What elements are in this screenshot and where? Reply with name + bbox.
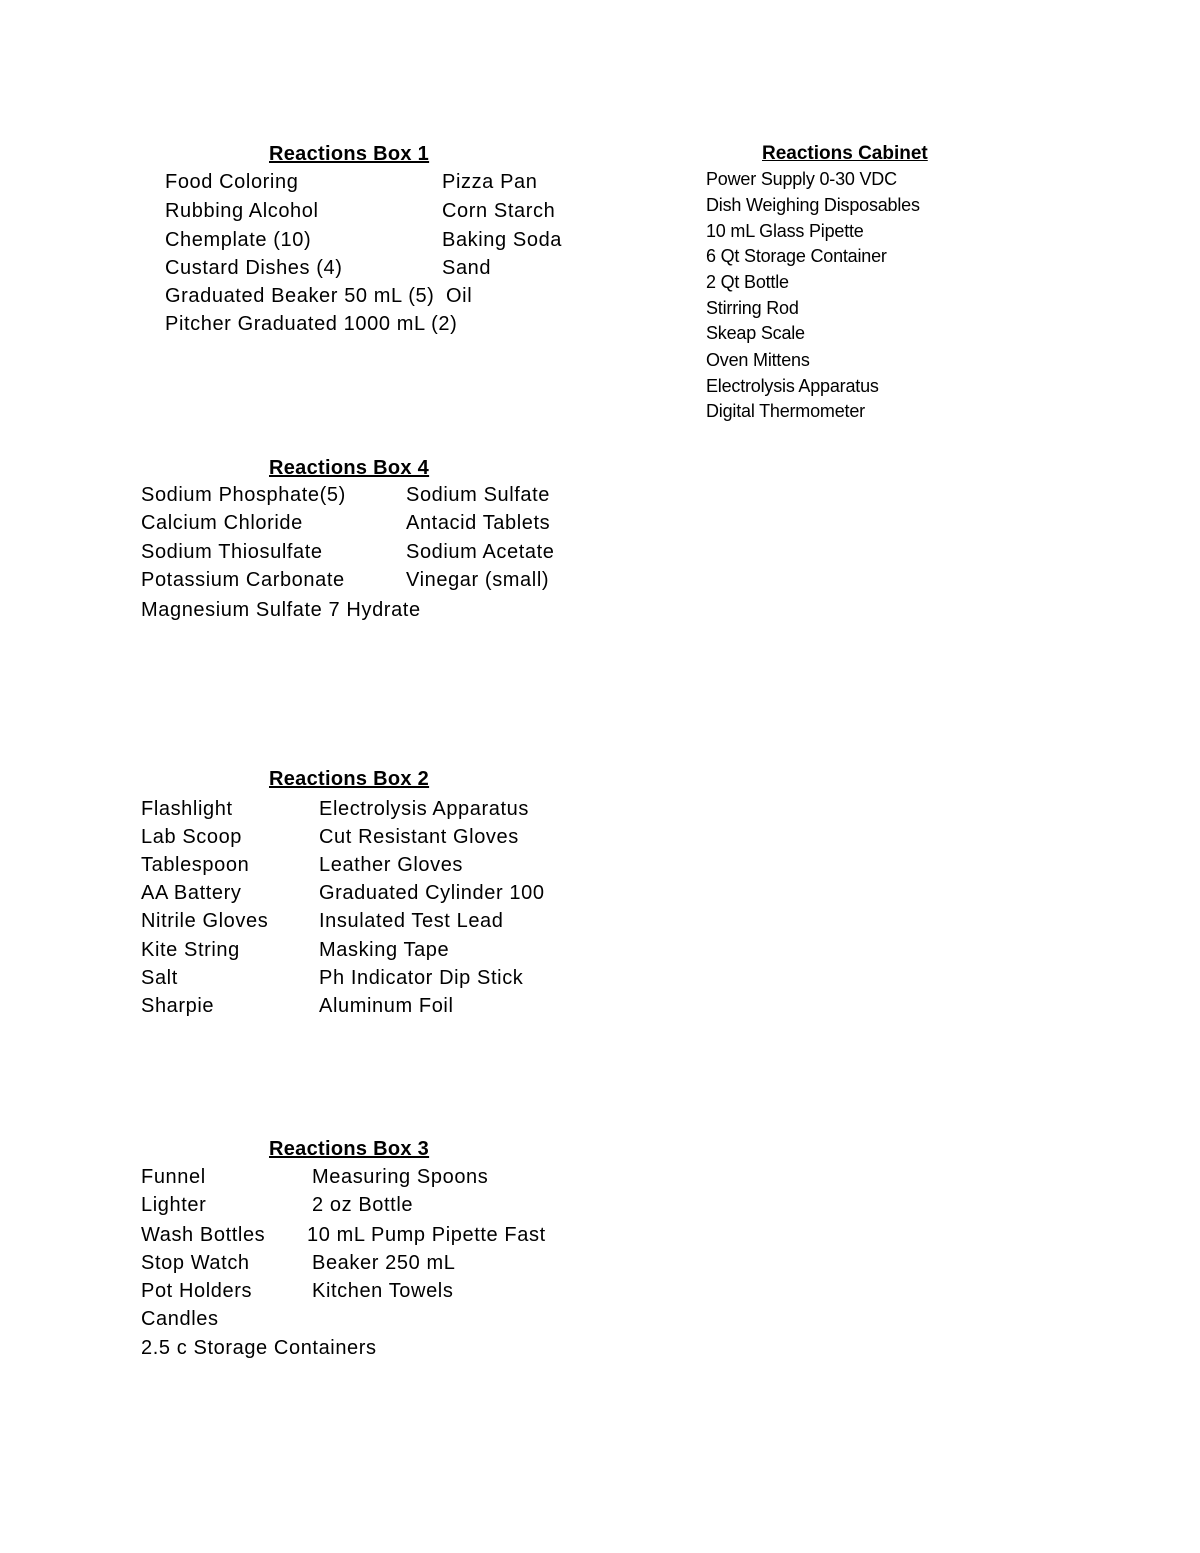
list-item: AA Battery	[141, 882, 242, 904]
list-item: Baking Soda	[442, 229, 563, 251]
list-item: Stop Watch	[141, 1252, 250, 1274]
list-item: Skeap Scale	[706, 323, 805, 343]
list-item: Sand	[442, 257, 492, 279]
list-item: Electrolysis Apparatus	[319, 798, 529, 820]
list-item: Leather Gloves	[319, 854, 464, 876]
list-item: Beaker 250 mL	[312, 1252, 456, 1274]
list-item: Cut Resistant Gloves	[319, 826, 519, 848]
list-item: Stirring Rod	[706, 298, 799, 318]
list-item: Kitchen Towels	[312, 1280, 454, 1302]
list-item: 2.5 c Storage Containers	[141, 1337, 377, 1359]
list-item: Vinegar (small)	[406, 569, 550, 591]
list-item: Candles	[141, 1308, 219, 1330]
box-2-title: Reactions Box 2	[269, 768, 430, 790]
list-item: 2 Qt Bottle	[706, 272, 789, 292]
list-item: Antacid Tablets	[406, 512, 551, 534]
list-item: Graduated Beaker 50 mL (5)	[165, 285, 435, 307]
list-item: Aluminum Foil	[319, 995, 454, 1017]
list-item: 10 mL Pump Pipette Fast	[307, 1224, 546, 1246]
list-item: 6 Qt Storage Container	[706, 246, 887, 266]
list-item: Salt	[141, 967, 178, 989]
list-item: Graduated Cylinder 100	[319, 882, 545, 904]
list-item: Calcium Chloride	[141, 512, 303, 534]
list-item: Power Supply 0-30 VDC	[706, 169, 897, 189]
list-item: Corn Starch	[442, 200, 556, 222]
list-item: Flashlight	[141, 798, 233, 820]
box-4-title: Reactions Box 4	[269, 457, 430, 479]
list-item: Magnesium Sulfate 7 Hydrate	[141, 599, 421, 621]
list-item: Ph Indicator Dip Stick	[319, 967, 524, 989]
list-item: Kite String	[141, 939, 240, 961]
list-item: Lab Scoop	[141, 826, 243, 848]
box-1-title: Reactions Box 1	[269, 143, 430, 165]
list-item: Pot Holders	[141, 1280, 253, 1302]
list-item: Oil	[446, 285, 473, 307]
list-item: 2 oz Bottle	[312, 1194, 414, 1216]
list-item: Sodium Thiosulfate	[141, 541, 323, 563]
list-item: Dish Weighing Disposables	[706, 195, 920, 215]
list-item: Insulated Test Lead	[319, 910, 504, 932]
list-item: Food Coloring	[165, 171, 299, 193]
list-item: Sodium Acetate	[406, 541, 555, 563]
list-item: Custard Dishes (4)	[165, 257, 343, 279]
list-item: Oven Mittens	[706, 350, 810, 370]
list-item: Sodium Sulfate	[406, 484, 551, 506]
list-item: Lighter	[141, 1194, 207, 1216]
list-item: Pitcher Graduated 1000 mL (2)	[165, 313, 458, 335]
list-item: Funnel	[141, 1166, 206, 1188]
list-item: Chemplate (10)	[165, 229, 312, 251]
cabinet-title: Reactions Cabinet	[762, 143, 928, 164]
list-item: Measuring Spoons	[312, 1166, 489, 1188]
list-item: 10 mL Glass Pipette	[706, 221, 864, 241]
list-item: Wash Bottles	[141, 1224, 266, 1246]
list-item: Masking Tape	[319, 939, 450, 961]
list-item: Potassium Carbonate	[141, 569, 345, 591]
list-item: Sharpie	[141, 995, 215, 1017]
box-3-title: Reactions Box 3	[269, 1138, 430, 1160]
list-item: Tablespoon	[141, 854, 250, 876]
list-item: Rubbing Alcohol	[165, 200, 319, 222]
list-item: Digital Thermometer	[706, 401, 865, 421]
list-item: Nitrile Gloves	[141, 910, 269, 932]
list-item: Pizza Pan	[442, 171, 538, 193]
list-item: Sodium Phosphate(5)	[141, 484, 346, 506]
list-item: Electrolysis Apparatus	[706, 376, 879, 396]
